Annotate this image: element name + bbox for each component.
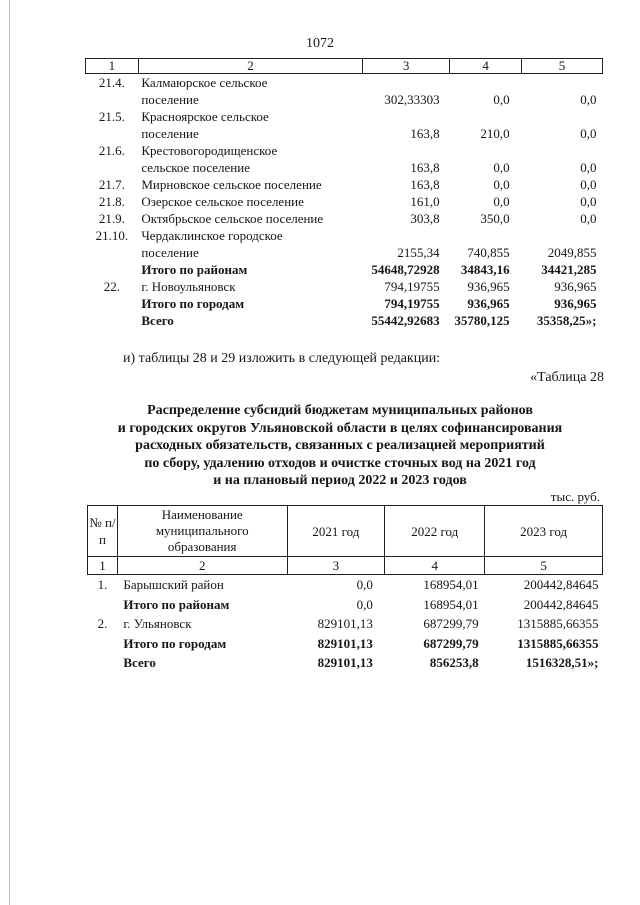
row-name: Итого по городам <box>123 635 227 651</box>
row-number <box>86 261 139 278</box>
row-number: 21.5. <box>98 109 125 124</box>
row-name: Калмаюрское сельское <box>141 75 268 90</box>
empty-cell <box>86 125 139 142</box>
value-col4: 0,0 <box>493 177 510 192</box>
row-number: 21.6. <box>98 143 125 158</box>
row-number <box>86 312 139 329</box>
row-name: Итого по районам <box>123 596 230 612</box>
empty-cell <box>522 74 603 92</box>
row-name: г. Новоульяновск <box>141 279 236 294</box>
value-2021: 829101,13 <box>317 616 373 632</box>
row-number: 2. <box>97 616 108 632</box>
value-col3: 2155,34 <box>397 245 440 260</box>
value-col5: 0,0 <box>580 92 597 107</box>
value-col4: 210,0 <box>480 126 510 141</box>
row-number: 21.8. <box>98 194 125 209</box>
table-row <box>86 261 603 278</box>
header-line: муниципального <box>155 523 249 538</box>
value-col5: 0,0 <box>580 211 597 226</box>
empty-cell <box>86 159 139 176</box>
row-number: 21.9. <box>98 211 125 226</box>
col-2023-header: 2023 год <box>485 506 603 557</box>
header-cell: 4 <box>450 59 522 74</box>
table-row <box>86 210 603 227</box>
row-name: Октябрьское сельское поселение <box>141 211 324 226</box>
row-name: Итого по районам <box>141 262 248 277</box>
value-col4: 34843,16 <box>460 262 510 277</box>
title-line: и на плановый период 2022 и 2023 годов <box>213 473 467 488</box>
table-row <box>86 312 603 329</box>
value-col3: 161,0 <box>410 194 440 209</box>
value-col3: 163,8 <box>410 177 440 192</box>
table-row <box>86 108 603 125</box>
value-col4: 35780,125 <box>454 313 510 328</box>
header-line: Наименование <box>161 507 243 522</box>
header-cell: 3 <box>287 557 385 575</box>
value-col4: 350,0 <box>480 211 510 226</box>
row-number: 21.10. <box>95 228 129 243</box>
value-col3: 794,19755 <box>384 279 440 294</box>
row-number: 21.4. <box>98 75 125 90</box>
empty-cell <box>450 142 522 159</box>
table-title <box>60 402 620 490</box>
row-name: Мирновское сельское поселение <box>141 177 322 192</box>
value-2023: 200442,84645 <box>523 596 599 612</box>
table-row-continued <box>86 91 603 108</box>
amendment-note: и) таблицы 28 и 29 изложить в следующей редакции: <box>123 351 441 366</box>
row-name: г. Ульяновск <box>123 616 192 632</box>
empty-cell <box>363 108 450 125</box>
table-row <box>88 614 603 634</box>
col-name-header <box>117 506 287 557</box>
row-name: поселение <box>141 92 199 107</box>
row-name: Красноярское сельское <box>141 109 269 124</box>
col-2021-header: 2021 год <box>287 506 385 557</box>
header-cell: 4 <box>385 557 485 575</box>
value-col3: 163,8 <box>410 160 440 175</box>
row-number: 22. <box>103 279 121 294</box>
value-col4: 0,0 <box>493 160 510 175</box>
table-row-continued <box>86 159 603 176</box>
table-row <box>86 176 603 193</box>
value-col5: 0,0 <box>580 194 597 209</box>
row-number <box>86 295 139 312</box>
table-row <box>88 595 603 615</box>
value-2021: 829101,13 <box>317 635 373 651</box>
header-cell: 3 <box>363 59 450 74</box>
scan-edge-line <box>9 0 10 905</box>
value-2022: 168954,01 <box>423 577 479 593</box>
value-2023: 1315885,66355 <box>517 616 599 632</box>
table-1 <box>85 58 603 329</box>
table-row <box>86 278 603 295</box>
value-col5: 35358,25»; <box>536 313 597 328</box>
value-2023: 1516328,51»; <box>525 655 599 671</box>
value-2023: 1315885,66355 <box>517 635 599 651</box>
value-col3: 55442,92683 <box>371 313 440 328</box>
col-number-header: № п/п <box>88 506 118 557</box>
row-number <box>88 634 118 654</box>
row-name: Барышский район <box>123 577 224 593</box>
value-col4: 936,965 <box>467 296 510 311</box>
row-name: Итого по городам <box>141 296 245 311</box>
title-line: расходных обязательств, связанных с реализацией мероприятий <box>135 438 545 453</box>
value-col5: 936,965 <box>554 296 597 311</box>
header-cell: 5 <box>485 557 603 575</box>
title-line: по сбору, удалению отходов и очистке сточных вод на 2021 год <box>144 455 536 471</box>
title-line: Распределение субсидий бюджетам муниципальных районов <box>147 403 533 418</box>
value-col5: 936,965 <box>554 279 597 294</box>
value-col4: 0,0 <box>493 194 510 209</box>
value-2021: 829101,13 <box>317 655 373 671</box>
empty-cell <box>363 74 450 92</box>
empty-cell <box>522 108 603 125</box>
row-number <box>88 595 118 615</box>
header-cell: 2 <box>138 59 362 74</box>
value-2022: 168954,01 <box>423 596 479 612</box>
empty-cell <box>363 227 450 244</box>
empty-cell <box>450 227 522 244</box>
row-number: 21.7. <box>98 177 125 192</box>
value-col4: 0,0 <box>493 92 510 107</box>
empty-cell <box>450 74 522 92</box>
header-cell: 5 <box>522 59 603 74</box>
row-number: 1. <box>97 577 108 593</box>
table-row <box>88 653 603 673</box>
table-2-header <box>88 506 603 557</box>
row-name: сельское поселение <box>141 160 250 175</box>
empty-cell <box>363 142 450 159</box>
row-name: поселение <box>141 126 199 141</box>
table-row <box>88 575 603 595</box>
table-row-continued <box>86 244 603 261</box>
header-cell: 1 <box>86 59 139 74</box>
row-name: Всего <box>141 313 174 328</box>
header-cell: 2 <box>117 557 287 575</box>
value-col5: 0,0 <box>580 177 597 192</box>
row-name: Озерское сельское поселение <box>141 194 304 209</box>
table-row <box>86 227 603 244</box>
table-2-numbers <box>88 557 603 575</box>
table-1-header <box>86 59 603 74</box>
value-2022: 856253,8 <box>429 655 479 671</box>
value-col3: 163,8 <box>410 126 440 141</box>
value-2021: 0,0 <box>356 577 373 593</box>
table-row <box>86 295 603 312</box>
table-row <box>86 193 603 210</box>
value-col3: 302,33303 <box>384 92 440 107</box>
value-col4: 936,965 <box>467 279 510 294</box>
header-cell: 1 <box>88 557 118 575</box>
value-col3: 794,19755 <box>384 296 440 311</box>
value-2021: 0,0 <box>356 596 373 612</box>
value-2023: 200442,84645 <box>523 577 599 593</box>
table-row-continued <box>86 125 603 142</box>
value-col5: 34421,285 <box>541 262 597 277</box>
table-row <box>86 142 603 159</box>
page-number: 1072 <box>306 36 334 51</box>
value-2022: 687299,79 <box>423 635 479 651</box>
header-line: образования <box>167 539 237 554</box>
value-2022: 687299,79 <box>423 616 479 632</box>
empty-cell <box>522 142 603 159</box>
title-line: и городских округов Ульяновской области в целях софинансирования <box>117 420 563 436</box>
table-row <box>86 74 603 92</box>
value-col5: 2049,855 <box>547 245 597 260</box>
table-row <box>88 634 603 654</box>
empty-cell <box>86 244 139 261</box>
table-2 <box>87 505 603 673</box>
row-number <box>88 653 118 673</box>
row-name: Чердаклинское городское <box>141 228 283 243</box>
empty-cell <box>86 91 139 108</box>
value-col5: 0,0 <box>580 160 597 175</box>
empty-cell <box>522 227 603 244</box>
row-name: поселение <box>141 245 199 260</box>
value-col5: 0,0 <box>580 126 597 141</box>
value-col3: 303,8 <box>410 211 440 226</box>
value-col3: 54648,72928 <box>371 262 440 277</box>
row-name: Крестовогородищенское <box>141 143 278 158</box>
table-label: «Таблица 28 <box>530 370 604 385</box>
value-col4: 740,855 <box>467 245 510 260</box>
empty-cell <box>450 108 522 125</box>
unit-label: тыс. руб. <box>550 489 600 504</box>
col-2022-header: 2022 год <box>385 506 485 557</box>
row-name: Всего <box>123 655 156 671</box>
